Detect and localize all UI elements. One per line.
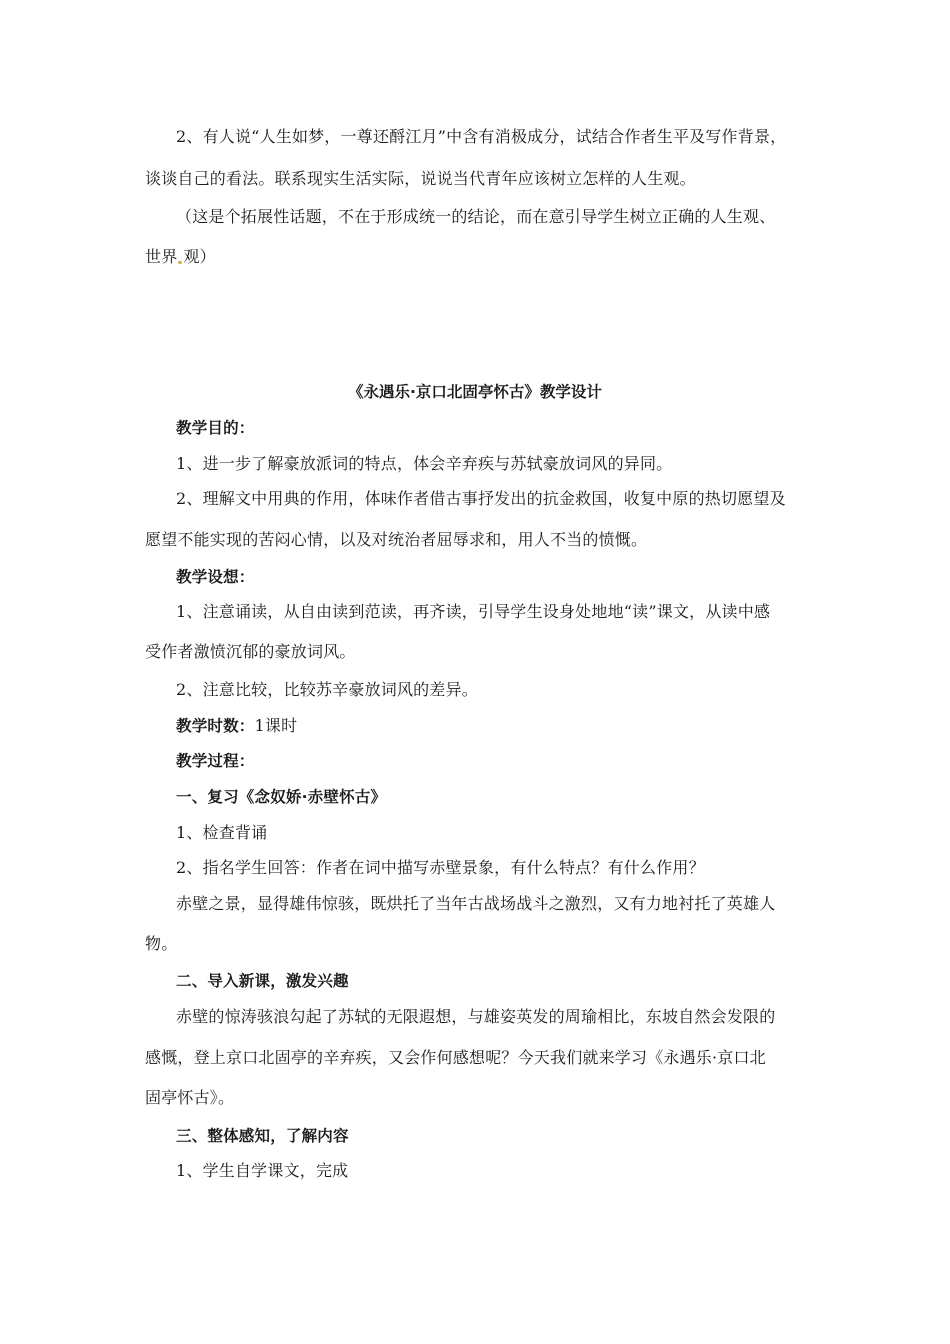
step-2-heading: 二、导入新课，激发兴趣 (176, 972, 349, 990)
hours-value: 1课时 (254, 716, 298, 735)
note-line-2-part-b: 观） (183, 247, 216, 266)
step-1-item-1: 1、检查背诵 (176, 823, 268, 842)
step-1-answer-line-2: 物。 (145, 934, 178, 953)
goal-1: 1、进一步了解豪放派词的特点，体会辛弃疾与苏轼豪放词风的异同。 (176, 454, 673, 473)
question-2-line-1: 2、有人说“人生如梦，一尊还酹江月”中含有消极成分，试结合作者生平及写作背景， (176, 127, 787, 146)
step-1-answer-line-1: 赤壁之景，显得雄伟惊骇，既烘托了当年古战场战斗之激烈，又有力地衬托了英雄人 (176, 894, 776, 913)
step-3-heading: 三、整体感知，了解内容 (176, 1127, 349, 1145)
note-line-1: （这是个拓展性话题，不在于形成统一的结论，而在意引导学生树立正确的人生观、 (176, 207, 776, 226)
note-line-2-part-a: 世界 (145, 247, 178, 266)
question-2-line-2: 谈谈自己的看法。联系现实生活实际，说说当代青年应该树立怎样的人生观。 (145, 169, 696, 188)
goal-2-line-2: 愿望不能实现的苦闷心情，以及对统治者屈辱求和，用人不当的愤慨。 (145, 530, 648, 549)
goals-heading: 教学目的： (176, 419, 255, 437)
step-2-line-1: 赤壁的惊涛骇浪勾起了苏轼的无限遐想，与雄姿英发的周瑜相比，东坡自然会发限的 (176, 1007, 776, 1026)
plan-2: 2、注意比较，比较苏辛豪放词风的差异。 (176, 680, 478, 699)
step-2-line-2: 感慨，登上京口北固亭的辛弃疾，又会作何感想呢？今天我们就来学习《永遇乐·京口北 (145, 1048, 766, 1067)
goal-2-line-1: 2、理解文中用典的作用，体味作者借古事抒发出的抗金救国，收复中原的热切愿望及 (176, 489, 786, 508)
plan-heading: 教学设想： (176, 568, 255, 586)
plan-1-line-1: 1、注意诵读，从自由读到范读，再齐读，引导学生设身处地地“读”课文，从读中感 (176, 602, 771, 621)
hours-label: 教学时数： (176, 717, 255, 735)
process-heading: 教学过程： (176, 752, 255, 770)
ink-mark (178, 261, 182, 264)
step-3-item-1: 1、学生自学课文，完成 (176, 1161, 349, 1180)
step-2-line-3: 固亭怀古》。 (145, 1088, 235, 1107)
step-1-item-2: 2、指名学生回答：作者在词中描写赤壁景象，有什么特点？有什么作用？ (176, 858, 705, 877)
plan-1-line-2: 受作者激愤沉郁的豪放词风。 (145, 642, 356, 661)
step-1-heading: 一、复习《念奴娇·赤壁怀古》 (176, 788, 387, 806)
lesson-title: 《永遇乐·京口北固亭怀古》教学设计 (348, 383, 602, 401)
note-line-2 (145, 247, 216, 267)
hours-line (176, 716, 297, 736)
